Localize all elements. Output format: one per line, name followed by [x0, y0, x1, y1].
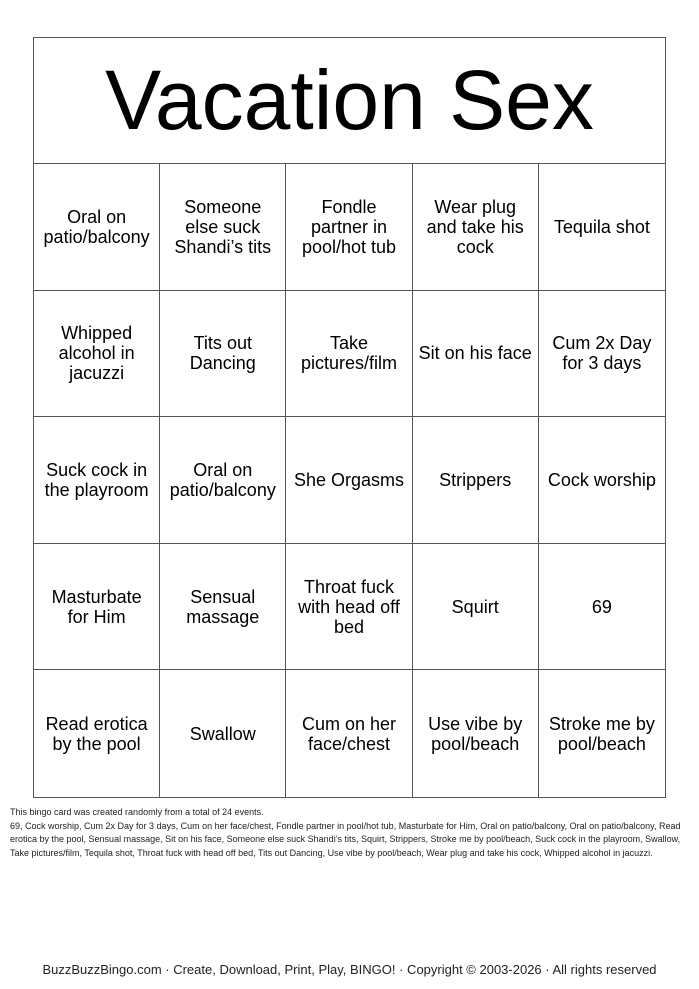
- bingo-cell: Take pictures/film: [286, 291, 412, 418]
- bingo-cell: Stroke me by pool/beach: [548, 713, 655, 754]
- bingo-cell: Masturbate for Him: [34, 544, 160, 671]
- bingo-cell: Cock worship: [539, 417, 665, 544]
- bingo-cell: Oral on patio/balcony: [160, 417, 286, 544]
- bingo-cell: Throat fuck with head off bed: [286, 544, 412, 671]
- bingo-cell: Sensual massage: [160, 544, 286, 671]
- bingo-grid: [34, 164, 665, 797]
- bingo-cell: Use vibe by pool/beach: [413, 670, 539, 797]
- bingo-cell: Cum 2x Day for 3 days: [539, 291, 665, 418]
- bingo-cell: Oral on patio/balcony: [34, 164, 160, 291]
- bingo-cell: Swallow: [160, 670, 286, 797]
- bingo-cell: Someone else suck Shandi’s tits: [160, 164, 286, 291]
- bingo-cell: Suck cock in the playroom: [34, 417, 160, 544]
- info-events-list: 69, Cock worship, Cum 2x Day for 3 days, Cum on her face/chest, Fondle partner in pool/hot tub, Masturbate for Him, Oral on patio/balcony, Oral on patio/balcony, Read erotica by the pool, Sensual massage, Sit on his face, Someone else suck Shandi’s tits, Squirt, Strippers, Stroke me by pool/beach, Suck cock in the playroom, Swallow, Take pictures/film, Tequila shot, Throat fuck with head off bed, Tits out Dancing, Use vibe by pool/beach, Wear plug and take his cock, Whipped alcohol in jacuzzi.: [10, 820, 681, 858]
- bingo-cell: Sit on his face: [413, 291, 539, 418]
- card-title: Vacation Sex: [34, 38, 665, 164]
- bingo-cell: Cum on her face/chest: [286, 670, 412, 797]
- bingo-cell: Squirt: [413, 544, 539, 671]
- bingo-cell: 69: [539, 544, 665, 671]
- bingo-card: [33, 37, 666, 798]
- bingo-cell: Strippers: [413, 417, 539, 544]
- bingo-cell: Read erotica by the pool: [34, 670, 160, 797]
- page-footer: BuzzBuzzBingo.com · Create, Download, Print, Play, BINGO! · Copyright © 2003-2026 · All rights reserved: [42, 962, 657, 977]
- info-summary: This bingo card was created randomly from a total of 24 events.: [10, 807, 264, 817]
- card-info: [10, 806, 690, 860]
- bingo-cell: Tits out Dancing: [160, 291, 286, 418]
- bingo-cell: Tequila shot: [539, 164, 665, 291]
- bingo-cell: Wear plug and take his cock: [413, 164, 539, 291]
- bingo-cell-center: She Orgasms: [286, 417, 412, 544]
- bingo-cell: Fondle partner in pool/hot tub: [286, 164, 412, 291]
- bingo-cell: Whipped alcohol in jacuzzi: [34, 291, 160, 418]
